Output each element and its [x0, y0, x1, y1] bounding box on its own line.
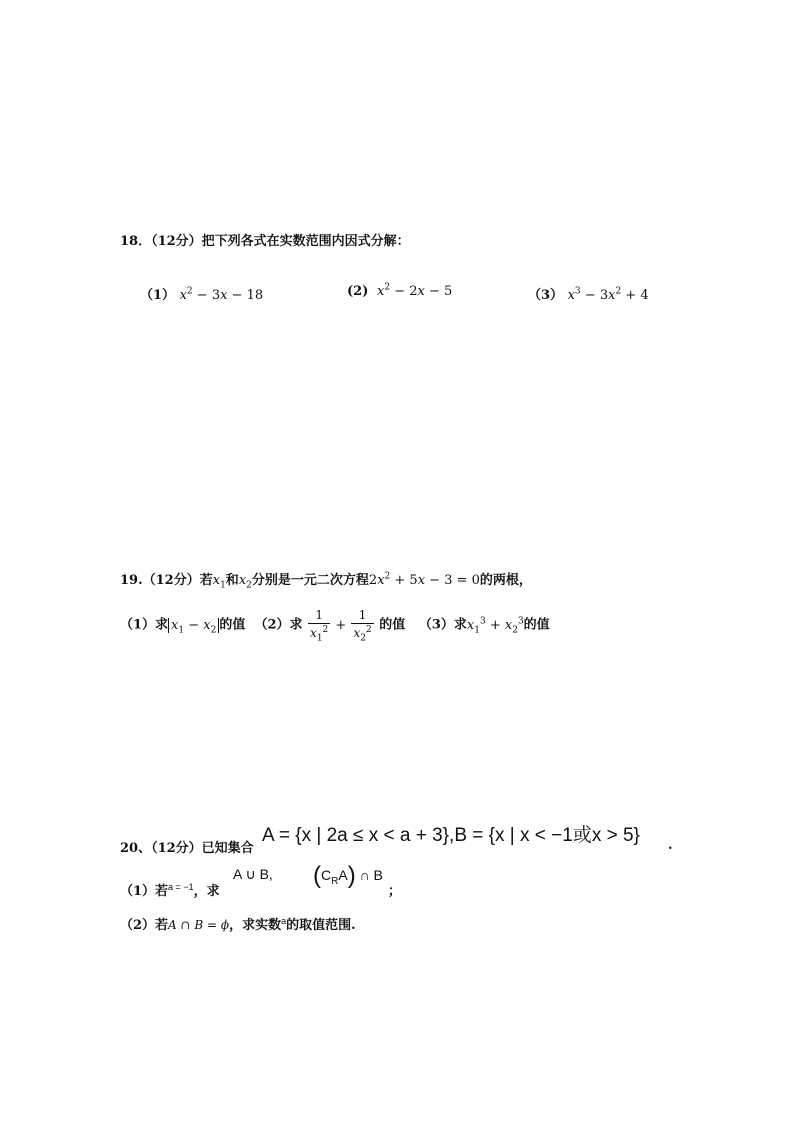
- q19-parts: [120, 608, 550, 652]
- q20-union: A ∪ B,: [233, 866, 273, 882]
- q18-part1-label: （1）: [140, 288, 176, 303]
- q19-equation: $2x^2 + 5x - 3 = 0$: [368, 571, 480, 588]
- q19-mid: 分别是一元二次方程: [251, 573, 369, 588]
- q19-suffix: 的两根，: [479, 573, 532, 588]
- q18-part3: [528, 284, 649, 303]
- q20-comp-r: R: [331, 875, 339, 887]
- q19-part2-expr: $\frac{1}{x_1^2}$ + $\frac{1}{x_2^2}$: [310, 608, 372, 644]
- q20-part2-mid: ，求实数: [229, 918, 282, 933]
- q20-part2: [120, 914, 356, 933]
- q20-part2-cond: A ∩ B = ϕ: [168, 918, 230, 932]
- q20-set-b-pre: B = {x | x < −1: [454, 825, 573, 846]
- q19-part3-label: （3）求: [418, 617, 467, 633]
- q19-part1-suffix: 的值: [219, 617, 246, 633]
- q20-part2-end: 的取值范围.: [286, 918, 356, 933]
- q19-part1-expr: $x_1 - x_2$: [168, 618, 219, 633]
- q18-part3-expr: $x^3 - 3x^2 + 4$: [567, 286, 649, 303]
- q20-part1-ask: ，求: [193, 884, 220, 899]
- q20-part1: [120, 880, 220, 899]
- q19-and: 和: [225, 573, 239, 588]
- q19-stem: [120, 569, 532, 591]
- q20-end: .: [668, 838, 673, 853]
- q18-part1: [140, 284, 263, 303]
- q19-part1-label: （1）求: [120, 617, 169, 633]
- q20-comp-a: A: [338, 867, 348, 883]
- q18-part2: [347, 284, 452, 299]
- q20-part2-label: （2）若: [120, 918, 169, 933]
- q20-prefix: 20、（12分）已知集合: [120, 841, 254, 856]
- q18-title: 18．（12分）把下列各式在实数范围内因式分解：: [120, 234, 410, 249]
- q20-part1-label: （1）若: [120, 884, 169, 899]
- q20-set-a: A = {x | 2a ≤ x < a + 3},: [262, 825, 455, 846]
- q18-part1-expr: $x^2 - 3x - 18$: [179, 286, 264, 303]
- q18-part2-expr: $x^2 - 2x - 5$: [372, 282, 453, 299]
- q20-paren-left: (: [313, 862, 321, 889]
- q19-part2-label: （2）求: [254, 617, 303, 633]
- q18-part3-label: （3）: [528, 288, 564, 303]
- q20-set-b-post: x > 5}: [591, 825, 640, 846]
- q19-x2: $x_2$: [238, 573, 252, 591]
- q20-set-b-or: 或: [572, 824, 592, 846]
- q20-part1-cond: a = −1: [168, 882, 194, 892]
- q19-x1: $x_1$: [212, 573, 226, 591]
- q19-part3-suffix: 的值: [523, 617, 550, 633]
- q20-comp-c: C: [321, 867, 332, 883]
- q19-part2-suffix: 的值: [379, 617, 406, 633]
- q20-part2-var: a: [281, 916, 287, 926]
- q19-part3-expr: $x_1^3 + x_2^3$: [466, 616, 524, 636]
- q20-part1-end: ；: [388, 884, 402, 899]
- q20-paren-right: ): [347, 862, 356, 889]
- q20-sets: [262, 820, 640, 847]
- q20-complement: [313, 862, 383, 890]
- q19-prefix: 19.（12分）若: [120, 573, 213, 588]
- q18-part2-label: (2): [347, 284, 369, 299]
- q20-comp-tail: ∩ B: [359, 867, 383, 883]
